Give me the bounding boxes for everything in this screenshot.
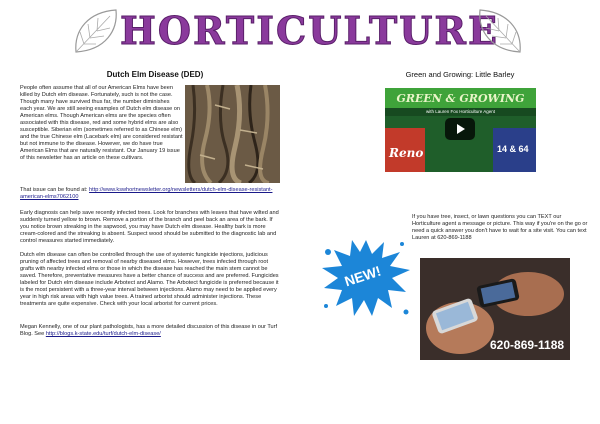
turf-blog-link[interactable]: http://blogs.k-state.edu/turf/dutch-elm-disease/ [45, 331, 161, 337]
new-badge [318, 232, 414, 324]
link-prefix: That issue can be found at: [20, 187, 90, 193]
text-us-paragraph: If you have tree, insect, or lawn questions you can TEXT our Horticulture agent a message or picture. This way if you're on the go or need a quick answer you don't have to wait for a site visit. You can text Lauren at 620-869-1188 [412, 214, 588, 241]
video-thumbnail[interactable] [385, 88, 536, 172]
blog-prefix: Megan Kennelly, one of our plant pathologists, has a more detailed discussion of this disease in our Turf Blog. See [20, 324, 278, 337]
leaf-icon [470, 6, 526, 58]
masthead-title: HORTICULTURE [120, 8, 499, 53]
article-intro: People often assume that all of our American Elms have been killed by Dutch elm disease. Fortunately, such is not the case. Though many have survived thus far, the number diminishes each year. We are still seeing examples of Dutch elm disease on American elms. Though American elms are the species often associated with this disease, red and some hybrid elms are also susceptible. Siberian elm (sometimes referred to as Chinese elm) and the true Chinese elm (Lacebark elm) are considered resistant but not immune to the disease. However, we do have true American Elms that are naturally resistant. Our January 19 issue of this newsletter has an article on these cultivars. [20, 85, 183, 161]
article-heading: Dutch Elm Disease (DED) [106, 70, 204, 79]
video-channel: 14 & 64 [497, 144, 529, 154]
masthead [0, 0, 600, 62]
newsletter-link[interactable]: http://www.kswhortnewsletter.org/newsletters/dutch-elm-disease-resistant-american-elms7062100 [20, 187, 273, 200]
play-button[interactable] [445, 118, 475, 140]
blog-paragraph [20, 324, 282, 338]
control-paragraph: Dutch elm disease can often be controlled through the use of systemic fungicide injections, judicious pruning of affected trees and removal of nearby diseased elms. However, trees infected through root grafts with nearby infected elms or those in which the disease has reached the main stem cannot be saved. Therefore, preventative measures have a better chance of success and are preferred. Fungicides labeled for Dutch elm disease include Arbotect and Alamo. The Arbotect fungicide is preferred because it is the most persistent with a three-year interval between injections. Alamo may need to be applied every year in high risk areas with high value trees. A trained arborist should administer injections. These treatments are quite expensive. Check with your local arborist for current prices. [20, 252, 279, 307]
play-icon [445, 118, 475, 140]
video-subtitle: with Lauren Fox Horticulture Agent [425, 109, 496, 114]
phone-photo [420, 258, 570, 360]
new-badge-text: NEW! [342, 262, 383, 290]
leaf-icon [70, 6, 126, 58]
video-heading: Green and Growing: Little Barley [405, 70, 515, 79]
link-paragraph [20, 187, 282, 201]
phone-number: 620-869-1188 [490, 338, 565, 352]
elm-bark-image [185, 85, 280, 183]
video-logo-text: Reno [389, 146, 424, 160]
diagnosis-paragraph: Early diagnosis can help save recently infected trees. Look for branches with leaves that have wilted and suddenly turned yellow to brown. Remove a portion of the branch and peel back an area of the bark. If you notice brown streaking in the sapwood, you may have Dutch elm disease. Healthy bark is more cream-colored and the streaking is absent. Suspect wood should be submitted to the diagnostic lab and control measures started immediately. [20, 210, 279, 244]
video-banner-title: GREEN & GROWING [396, 92, 525, 105]
